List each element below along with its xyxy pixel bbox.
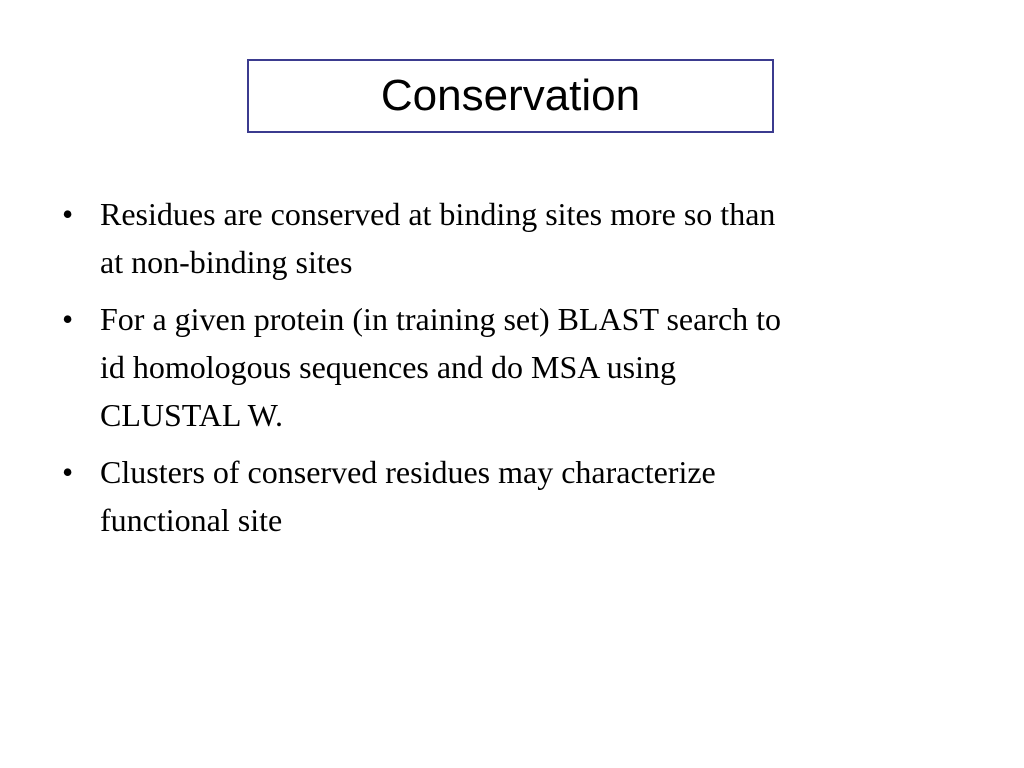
bullet-icon: • xyxy=(62,454,74,490)
bullet-text-2 xyxy=(100,295,958,439)
bullet-item-1 xyxy=(58,190,958,286)
bullet-item-2 xyxy=(58,295,958,439)
bullet-2-line-1: For a given protein (in training set) BLAST search to xyxy=(100,301,782,337)
slide-title: Conservation xyxy=(380,71,641,120)
bullet-icon: • xyxy=(62,301,74,337)
bullet-2-line-3: CLUSTAL W. xyxy=(100,397,283,433)
bullet-list xyxy=(58,190,958,553)
bullet-text-3 xyxy=(100,448,958,544)
bullet-item-3 xyxy=(58,448,958,544)
bullet-2-line-2: id homologous sequences and do MSA using xyxy=(100,349,676,385)
bullet-1-line-1: Residues are conserved at binding sites more so than xyxy=(100,196,776,232)
bullet-icon: • xyxy=(62,196,74,232)
slide-title-box xyxy=(247,59,774,133)
bullet-3-line-2: functional site xyxy=(100,502,283,538)
bullet-3-line-1: Clusters of conserved residues may characterize xyxy=(100,454,716,490)
bullet-text-1 xyxy=(100,190,958,286)
bullet-1-line-2: at non-binding sites xyxy=(100,244,353,280)
